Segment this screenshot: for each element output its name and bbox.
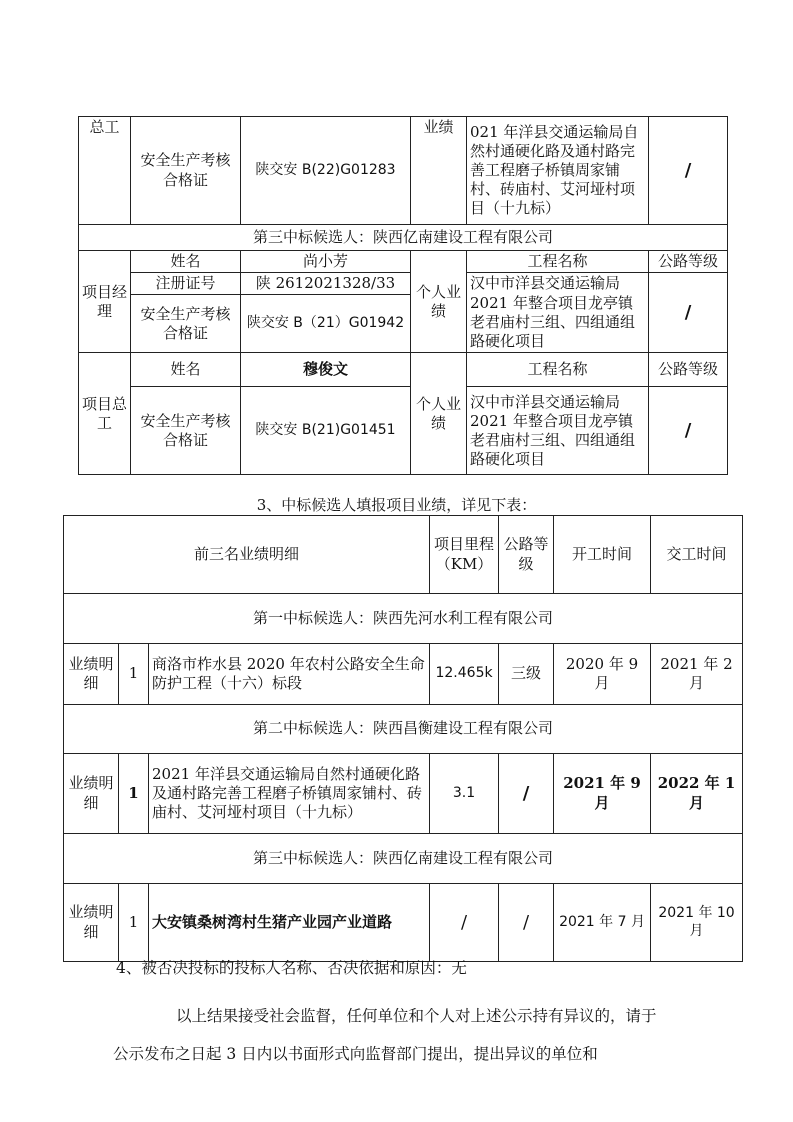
grade-value: / [649,273,728,353]
notice-line-2: 公示发布之日起 3 日内以书面形式向监督部门提出，提出异议的单位和 [113,1045,598,1063]
finish-date: 2021 年 2 月 [651,644,743,705]
name-value: 穆俊文 [241,353,411,387]
reg-label: 注册证号 [131,273,241,295]
table-row [64,705,743,754]
section-heading: 3、中标候选人填报项目业绩，详见下表： [256,496,537,514]
role-label: 项目总工 [79,353,131,475]
reg-value: 陕 2612021328/33 [241,273,411,295]
project-name-header: 工程名称 [467,251,649,273]
table-row [79,117,728,225]
grade-header: 公路等级 [499,516,554,594]
cert-value: 陕交安 B(22)G01283 [241,117,411,225]
perf-label: 个人业绩 [411,251,467,353]
item-no: 1 [119,884,149,962]
table-row [64,644,743,705]
candidate-header: 第三中标候选人：陕西亿南建设工程有限公司 [79,225,728,251]
grade-value: / [499,884,554,962]
role-label: 总工 [79,117,131,225]
grade-value: 三级 [499,644,554,705]
table-row [64,754,743,834]
candidate-header: 第一中标候选人：陕西先河水利工程有限公司 [64,594,743,644]
table-row [79,353,728,387]
mileage-value: 12.465k [430,644,499,705]
performance-table [63,515,743,962]
finish-date: 2021 年 10 月 [651,884,743,962]
cert-value: 陕交安 B（21）G01942 [241,295,411,353]
table-row [79,225,728,251]
item-no: 1 [119,754,149,834]
mileage-value: 3.1 [430,754,499,834]
item-no: 1 [119,644,149,705]
cert-label: 安全生产考核合格证 [131,295,241,353]
role-label: 项目经理 [79,251,131,353]
project-text: 汉中市洋县交通运输局 2021 年整合项目龙亭镇老君庙村三组、四组通组路硬化项目 [467,387,649,475]
table-row [64,884,743,962]
start-header: 开工时间 [554,516,651,594]
cert-label: 安全生产考核合格证 [131,387,241,475]
perf-label: 业绩明细 [64,884,119,962]
candidate-header: 第三中标候选人：陕西亿南建设工程有限公司 [64,834,743,884]
notice-line-1: 以上结果接受社会监督，任何单位和个人对上述公示持有异议的，请于 [176,1007,657,1025]
personnel-table [78,116,728,475]
project-name: 2021 年洋县交通运输局自然村通硬化路及通村路完善工程磨子桥镇周家铺村、砖庙村、艾河垭村项目（十九标） [149,754,430,834]
table-row [64,516,743,594]
name-label: 姓名 [131,353,241,387]
grade-header: 公路等级 [649,353,728,387]
perf-label: 业绩明细 [64,754,119,834]
perf-label: 业绩明细 [64,644,119,705]
grade-value: / [649,117,728,225]
name-value: 尚小芳 [241,251,411,273]
cert-value: 陕交安 B(21)G01451 [241,387,411,475]
start-date: 2021 年 7 月 [554,884,651,962]
project-text: 021 年洋县交通运输局自然村通硬化路及通村路完善工程磨子桥镇周家铺村、砖庙村、艾河垭村项目（十九标） [467,117,649,225]
table-row [64,834,743,884]
candidate-header: 第二中标候选人：陕西昌衡建设工程有限公司 [64,705,743,754]
perf-label: 业绩 [411,117,467,225]
finish-header: 交工时间 [651,516,743,594]
name-label: 姓名 [131,251,241,273]
table-row [79,387,728,475]
grade-header: 公路等级 [649,251,728,273]
table-row [79,251,728,273]
mileage-header: 项目里程（KM） [430,516,499,594]
mileage-value: / [430,884,499,962]
start-date: 2020 年 9 月 [554,644,651,705]
table-row [79,273,728,295]
project-name: 商洛市柞水县 2020 年农村公路安全生命防护工程（十六）标段 [149,644,430,705]
table-row [64,594,743,644]
cert-label: 安全生产考核合格证 [131,117,241,225]
project-name: 大安镇桑树湾村生猪产业园产业道路 [149,884,430,962]
section-4-text: 4、被否决投标的投标人名称、否决依据和原因：无 [116,959,467,977]
finish-date: 2022 年 1 月 [651,754,743,834]
project-text: 汉中市洋县交通运输局 2021 年整合项目龙亭镇老君庙村三组、四组通组路硬化项目 [467,273,649,353]
start-date: 2021 年 9 月 [554,754,651,834]
perf-label: 个人业绩 [411,353,467,475]
grade-value: / [649,387,728,475]
detail-header: 前三名业绩明细 [64,516,430,594]
project-name-header: 工程名称 [467,353,649,387]
grade-value: / [499,754,554,834]
